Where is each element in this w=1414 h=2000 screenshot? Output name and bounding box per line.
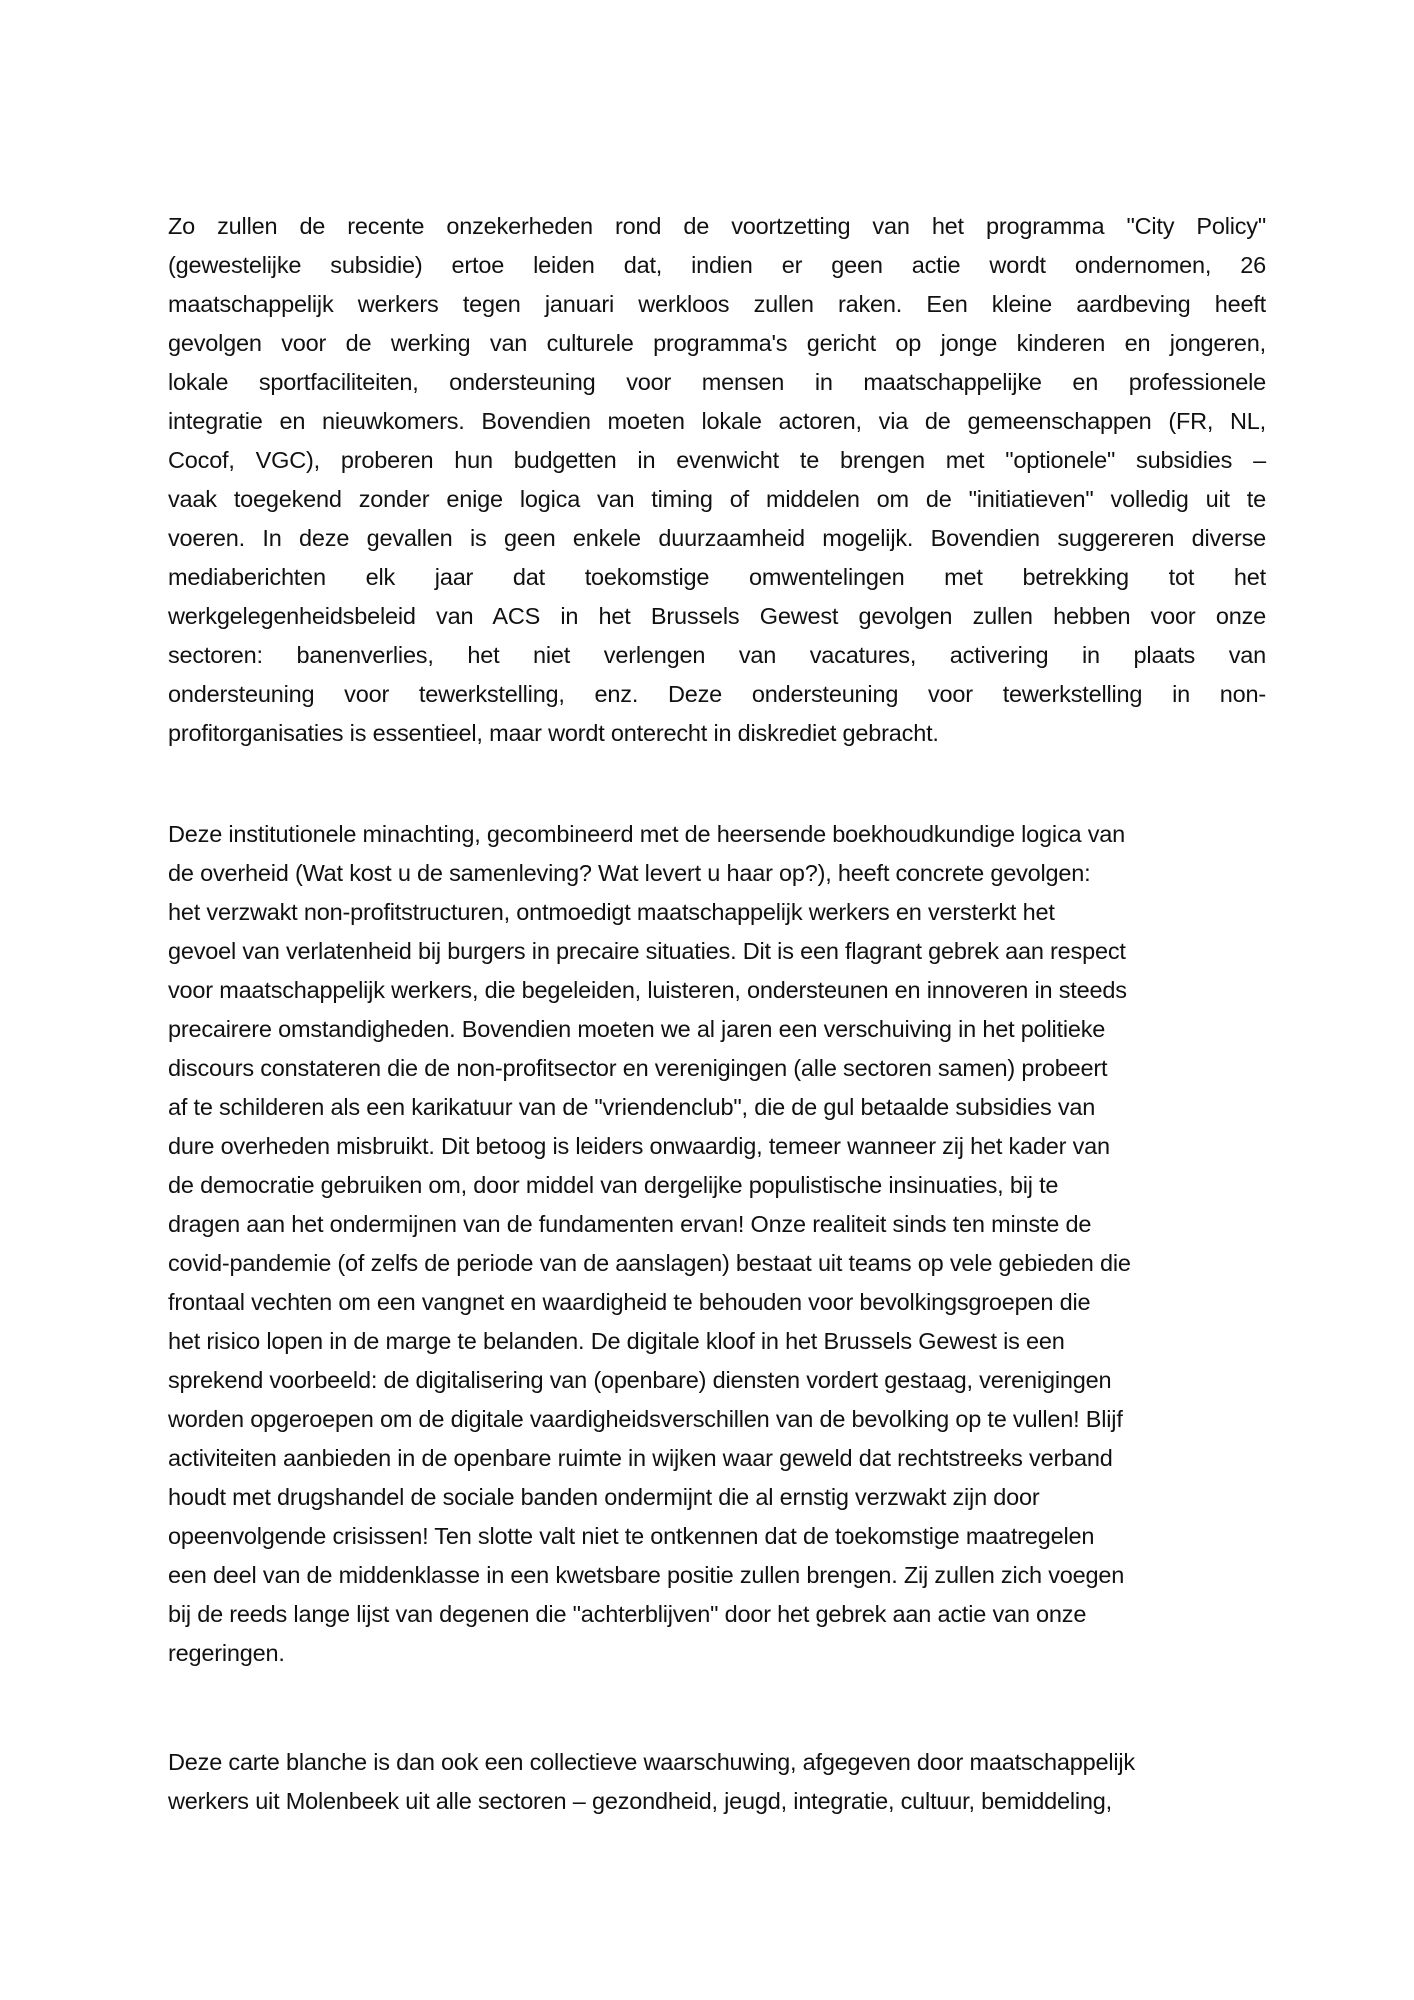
paragraph-institutional-contempt	[168, 815, 1266, 1673]
text-line: profitorganisaties is essentieel, maar wordt onterecht in diskrediet gebracht.	[168, 720, 939, 746]
text-line: vaak toegekend zonder enige logica van timing of middelen om de "initiatieven" volledig uit te	[168, 486, 1266, 512]
text-line: maatschappelijk werkers tegen januari werkloos zullen raken. Een kleine aardbeving heeft	[168, 291, 1266, 317]
text-line: de democratie gebruiken om, door middel van dergelijke populistische insinuaties, bij te	[168, 1172, 1059, 1198]
text-line: de overheid (Wat kost u de samenleving? Wat levert u haar op?), heeft concrete gevolgen:	[168, 860, 1091, 886]
text-line: gevolgen voor de werking van culturele programma's gericht op jonge kinderen en jongeren,	[168, 330, 1266, 356]
text-line: opeenvolgende crisissen! Ten slotte valt niet te ontkennen dat de toekomstige maatregelen	[168, 1523, 1095, 1549]
text-line: af te schilderen als een karikatuur van de "vriendenclub", die de gul betaalde subsidies van	[168, 1094, 1096, 1120]
text-line: Zo zullen de recente onzekerheden rond de voortzetting van het programma "City Policy"	[168, 213, 1266, 239]
text-line: covid-pandemie (of zelfs de periode van de aanslagen) bestaat uit teams op vele gebieden die	[168, 1250, 1131, 1276]
text-line: werkers uit Molenbeek uit alle sectoren – gezondheid, jeugd, integratie, cultuur, bemiddeling,	[168, 1788, 1112, 1814]
text-line: ondersteuning voor tewerkstelling, enz. Deze ondersteuning voor tewerkstelling in non-	[168, 681, 1266, 707]
text-line: regeringen.	[168, 1640, 285, 1666]
paragraph-carte-blanche	[168, 1743, 1266, 1821]
text-line: (gewestelijke subsidie) ertoe leiden dat, indien er geen actie wordt ondernomen, 26	[168, 252, 1266, 278]
text-line: sprekend voorbeeld: de digitalisering van (openbare) diensten vordert gestaag, verenigingen	[168, 1367, 1112, 1393]
text-line: voeren. In deze gevallen is geen enkele duurzaamheid mogelijk. Bovendien suggereren diverse	[168, 525, 1266, 551]
text-line: integratie en nieuwkomers. Bovendien moeten lokale actoren, via de gemeenschappen (FR, NL,	[168, 408, 1266, 434]
document-page	[168, 207, 1266, 1821]
text-line: activiteiten aanbieden in de openbare ruimte in wijken waar geweld dat rechtstreeks verband	[168, 1445, 1113, 1471]
text-line: mediaberichten elk jaar dat toekomstige omwentelingen met betrekking tot het	[168, 564, 1266, 590]
text-line: lokale sportfaciliteiten, ondersteuning voor mensen in maatschappelijke en professionele	[168, 369, 1266, 395]
text-line: precairere omstandigheden. Bovendien moeten we al jaren een verschuiving in het politieke	[168, 1016, 1106, 1042]
text-line: werkgelegenheidsbeleid van ACS in het Brussels Gewest gevolgen zullen hebben voor onze	[168, 603, 1266, 629]
text-line: het risico lopen in de marge te belanden. De digitale kloof in het Brussels Gewest is een	[168, 1328, 1065, 1354]
text-line: het verzwakt non-profitstructuren, ontmoedigt maatschappelijk werkers en versterkt het	[168, 899, 1055, 925]
text-line: dragen aan het ondermijnen van de fundamenten ervan! Onze realiteit sinds ten minste de	[168, 1211, 1092, 1237]
paragraph-spacer	[168, 753, 1266, 815]
text-line: bij de reeds lange lijst van degenen die "achterblijven" door het gebrek aan actie van onze	[168, 1601, 1087, 1627]
text-line: Cocof, VGC), proberen hun budgetten in evenwicht te brengen met "optionele" subsidies –	[168, 447, 1266, 473]
text-line: Deze institutionele minachting, gecombineerd met de heersende boekhoudkundige logica van	[168, 821, 1125, 847]
paragraph-spacer	[168, 1673, 1266, 1743]
text-line: worden opgeroepen om de digitale vaardigheidsverschillen van de bevolking op te vullen! Blijf	[168, 1406, 1123, 1432]
paragraph-city-policy	[168, 207, 1266, 753]
text-line: gevoel van verlatenheid bij burgers in precaire situaties. Dit is een flagrant gebrek aan respect	[168, 938, 1126, 964]
text-line: voor maatschappelijk werkers, die begeleiden, luisteren, ondersteunen en innoveren in steeds	[168, 977, 1127, 1003]
text-line: Deze carte blanche is dan ook een collectieve waarschuwing, afgegeven door maatschappelijk	[168, 1749, 1135, 1775]
text-line: dure overheden misbruikt. Dit betoog is leiders onwaardig, temeer wanneer zij het kader van	[168, 1133, 1110, 1159]
text-line: houdt met drugshandel de sociale banden ondermijnt die al ernstig verzwakt zijn door	[168, 1484, 1040, 1510]
text-line: sectoren: banenverlies, het niet verlengen van vacatures, activering in plaats van	[168, 642, 1266, 668]
text-line: een deel van de middenklasse in een kwetsbare positie zullen brengen. Zij zullen zich voegen	[168, 1562, 1125, 1588]
text-line: frontaal vechten om een vangnet en waardigheid te behouden voor bevolkingsgroepen die	[168, 1289, 1091, 1315]
text-line: discours constateren die de non-profitsector en verenigingen (alle sectoren samen) probeert	[168, 1055, 1108, 1081]
